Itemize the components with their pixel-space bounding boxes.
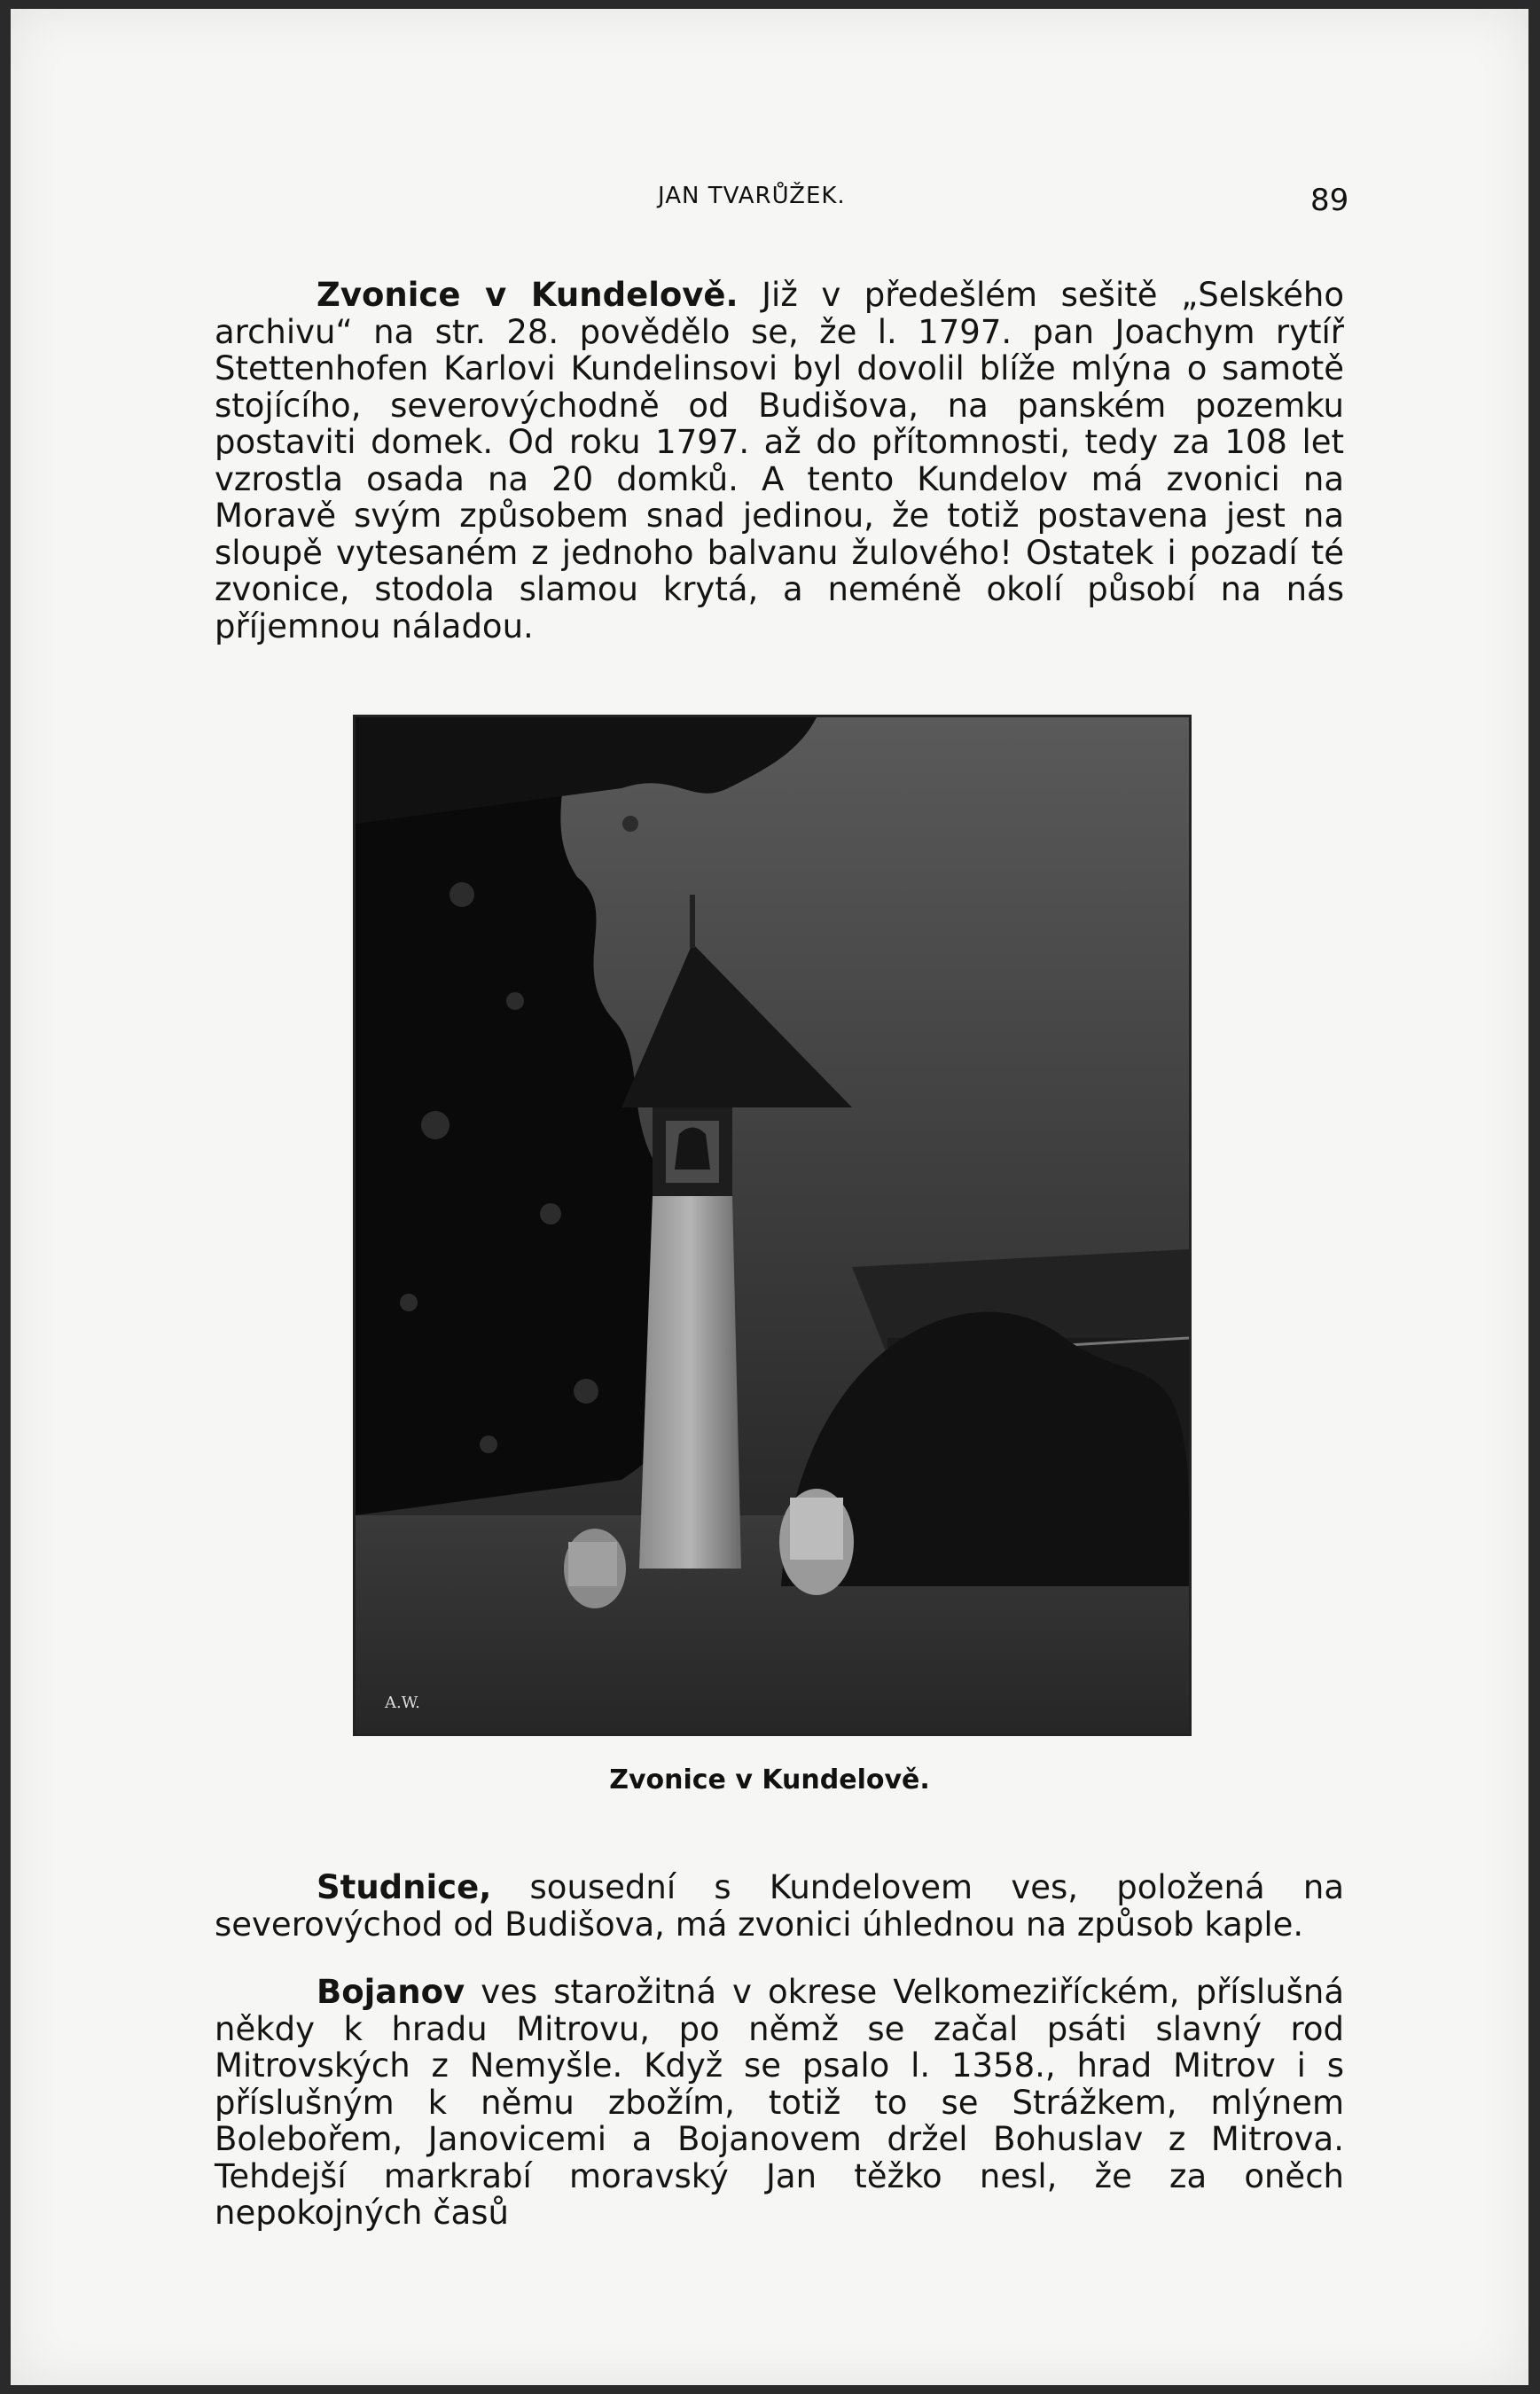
paragraph-bojanov	[215, 1974, 1344, 2232]
paragraph-heading: Zvonice v Kundelově.	[317, 276, 739, 314]
page-number: 89	[1310, 183, 1349, 218]
paragraph-body: ves starožitná v okrese Velkomeziříckém, příslušná někdy k hradu Mitrovu, po němž se začal psáti slavný rod Mitrovských z Nemyšle. Když se psalo l. 1358., hrad Mitrov i s příslušným k němu zbožím, totiž to se Strážkem, mlýnem Bolebořem, Janovicemi a Bojanovem držel Bohuslav z Mitrova. Tehdejší markrabí moravský Jan těžko nesl, že za oněch nepokojných časů	[215, 1973, 1344, 2232]
paragraph-zvonice-kundelov	[215, 277, 1344, 645]
paragraph-body: sousední s Kundelovem ves, položená na severovýchod od Budišova, má zvonici úhlednou na způsob kaple.	[215, 1868, 1344, 1944]
paragraph-body: Již v předešlém sešitě „Selského archivu“ na str. 28. povědělo se, že l. 1797. pan Joachym rytíř Stettenhofen Karlovi Kundelinsovi byl dovolil blíže mlýna o samotě stojícího, severovýchodně od Budišova, na panském pozemku postaviti domek. Od roku 1797. až do přítomnosti, tedy za 108 let vzrostla osada na 20 domků. A tento Kundelov má zvonici na Moravě svým způsobem snad jedinou, že totiž postavena jest na sloupě vytesaném z jednoho balvanu žulového! Ostatek i pozadí té zvonice, stodola slamou krytá, a neméně okolí působí na nás příjemnou náladou.	[215, 276, 1344, 645]
paragraph-heading: Studnice,	[317, 1868, 492, 1906]
figure-caption: Zvonice v Kundelově.	[609, 1764, 930, 1796]
paragraph-heading: Bojanov	[317, 1973, 465, 2011]
photo-image	[356, 717, 1189, 1733]
book-page	[11, 9, 1528, 2385]
photographer-signature: A.W.	[385, 1694, 420, 1712]
paragraph-studnice	[215, 1869, 1344, 1943]
running-header-author: JAN TVARŮŽEK.	[658, 183, 846, 209]
bell-tower-photograph	[353, 715, 1192, 1736]
